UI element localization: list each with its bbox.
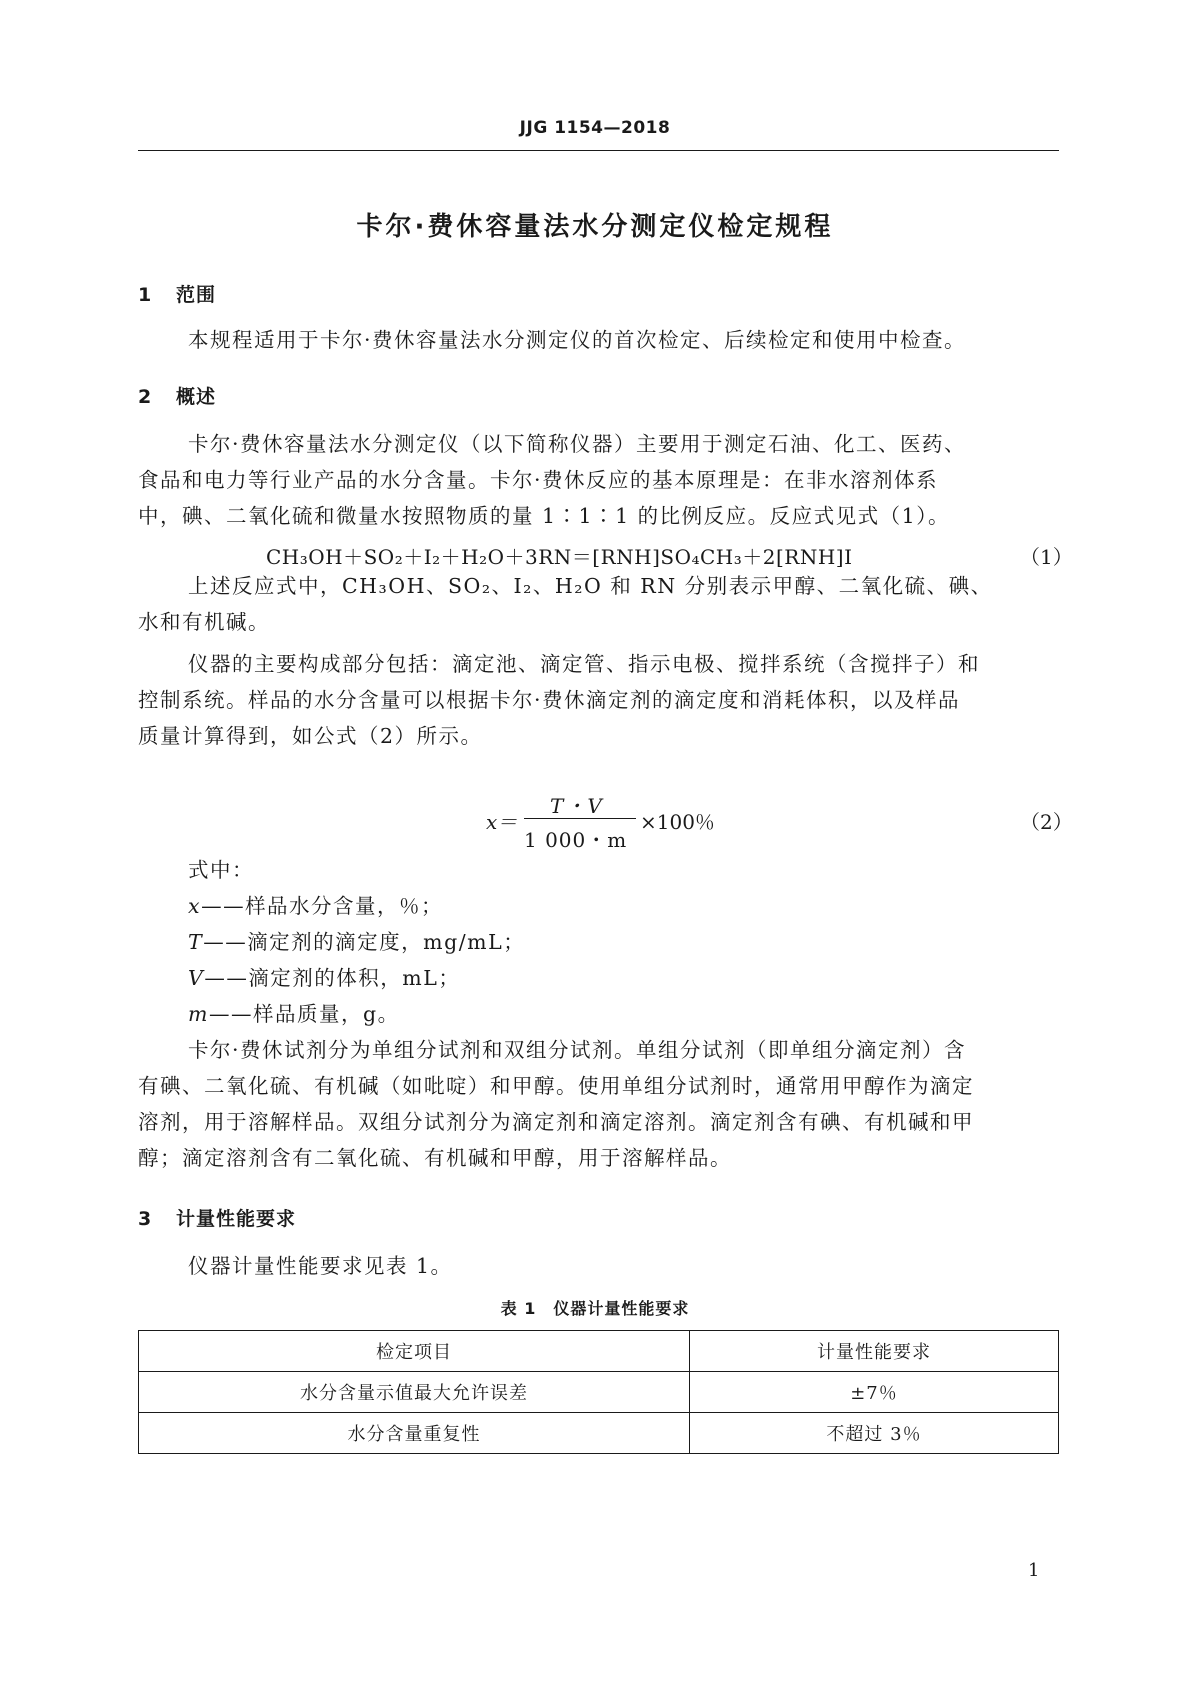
table-header-cell: 检定项目	[139, 1331, 690, 1372]
equation-number: （1）	[1020, 545, 1073, 569]
variable-description: ——滴定剂的体积，mL；	[204, 966, 461, 990]
paragraph-line: 卡尔·费休容量法水分测定仪（以下简称仪器）主要用于测定石油、化工、医药、	[188, 432, 967, 456]
section-title: 范围	[176, 284, 217, 306]
table-header-row	[139, 1331, 1059, 1372]
table-cell: 不超过 3％	[690, 1413, 1059, 1454]
table-cell: 水分含量重复性	[139, 1413, 690, 1454]
variable-description: ——样品水分含量，％；	[201, 894, 444, 918]
formula-rhs: ×100％	[640, 810, 715, 834]
fraction-bar	[524, 818, 636, 819]
formula-denominator: 1 000・m	[524, 828, 628, 852]
section-2-heading	[138, 382, 216, 409]
paragraph-line: 卡尔·费休试剂分为单组分试剂和双组分试剂。单组分试剂（即单组分滴定剂）含	[188, 1038, 967, 1062]
where-label: 式中：	[188, 858, 254, 882]
section-number: 3	[138, 1208, 153, 1230]
paragraph-line: 有碘、二氧化硫、有机碱（如吡啶）和甲醇。使用单组分试剂时，通常用甲醇作为滴定	[138, 1074, 974, 1098]
variable-symbol: x	[188, 894, 202, 918]
page-number: 1	[1028, 1560, 1040, 1581]
table-row	[139, 1413, 1059, 1454]
section-1-heading	[138, 280, 216, 307]
document-code: JJG 1154—2018	[519, 118, 671, 138]
variable-symbol: T	[188, 930, 204, 954]
section-number: 2	[138, 386, 153, 408]
table-header-cell: 计量性能要求	[690, 1331, 1059, 1372]
table-row	[139, 1372, 1059, 1413]
equation-number: （2）	[1020, 810, 1073, 834]
paragraph-line: 水和有机碱。	[138, 610, 270, 634]
variable-symbol: V	[188, 966, 205, 990]
section-number: 1	[138, 284, 153, 306]
page-title: 卡尔·费休容量法水分测定仪检定规程	[356, 212, 834, 242]
variable-symbol: m	[188, 1002, 209, 1026]
section-1-text: 本规程适用于卡尔·费休容量法水分测定仪的首次检定、后续检定和使用中检查。	[188, 328, 967, 352]
variable-description: ——滴定剂的滴定度，mg/mL；	[203, 930, 526, 954]
section-title: 计量性能要求	[176, 1208, 297, 1230]
paragraph-line: 上述反应式中，CH₃OH、SO₂、I₂、H₂O 和 RN 分别表示甲醇、二氧化硫、碘、	[188, 574, 993, 598]
list-item	[188, 968, 460, 988]
paragraph-line: 质量计算得到，如公式（2）所示。	[138, 724, 483, 748]
paragraph-line: 溶剂，用于溶解样品。双组分试剂分为滴定剂和滴定溶剂。滴定剂含有碘、有机碱和甲	[138, 1110, 974, 1134]
performance-table	[138, 1330, 1059, 1454]
list-item	[188, 932, 525, 952]
formula-lhs: x＝	[486, 810, 518, 834]
paragraph-line: 食品和电力等行业产品的水分含量。卡尔·费休反应的基本原理是：在非水溶剂体系	[138, 468, 939, 492]
paragraph-line: 中，碘、二氧化硫和微量水按照物质的量 1∶1∶1 的比例反应。反应式见式（1）。	[138, 504, 950, 528]
variable-description: ——样品质量，g。	[208, 1002, 400, 1026]
list-item	[188, 896, 443, 916]
reaction-equation: CH₃OH＋SO₂＋I₂＋H₂O＋3RN＝[RNH]SO₄CH₃＋2[RNH]I	[266, 545, 853, 569]
paragraph-line: 仪器的主要构成部分包括：滴定池、滴定管、指示电极、搅拌系统（含搅拌子）和	[188, 652, 980, 676]
section-3-text: 仪器计量性能要求见表 1。	[188, 1254, 453, 1278]
table-cell: 水分含量示值最大允许误差	[139, 1372, 690, 1413]
list-item	[188, 1004, 400, 1024]
paragraph-line: 控制系统。样品的水分含量可以根据卡尔·费休滴定剂的滴定度和消耗体积，以及样品	[138, 688, 961, 712]
formula-numerator: T・V	[550, 794, 604, 818]
header-divider	[138, 150, 1059, 151]
section-3-heading	[138, 1204, 296, 1231]
paragraph-line: 醇；滴定溶剂含有二氧化硫、有机碱和甲醇，用于溶解样品。	[138, 1146, 732, 1170]
table-caption: 表 1 仪器计量性能要求	[500, 1299, 690, 1318]
section-title: 概述	[176, 386, 217, 408]
table-cell: ±7％	[690, 1372, 1059, 1413]
